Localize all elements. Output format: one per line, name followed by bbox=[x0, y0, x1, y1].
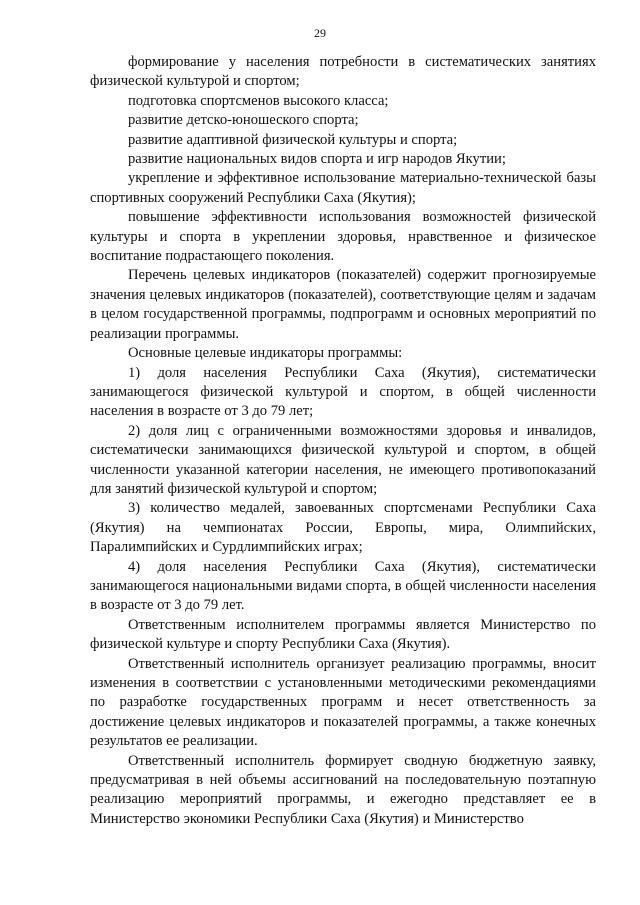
paragraph-responsible-executor: Ответственным исполнителем программы является Министерство по физической культуре и спорту Республики Саха (Якутия). bbox=[90, 616, 596, 653]
paragraph-executor-duties: Ответственный исполнитель организует реализацию программы, вносит изменения в соответствии с установленными методическими рекомендациями по разработке государственных программ и несет ответственность за достижение целевых индикаторов и показателей программы, а также конечных результатов ее реализации. bbox=[90, 655, 596, 750]
paragraph-goal-population-needs: формирование у населения потребности в систематических занятиях физической культурой и спортом; bbox=[90, 54, 596, 90]
page-number: 29 bbox=[314, 26, 326, 40]
paragraph-indicator-4: 4) доля населения Республики Саха (Якутия), систематически занимающегося национальными видами спорта, в общей численности населения в возрасте от 3 до 79 лет. bbox=[90, 558, 596, 614]
paragraph-indicator-2: 2) доля лиц с ограниченными возможностями здоровья и инвалидов, систематически занимающихся физической культурой и спортом, в общей численности указанной категории населения, не имеющего противопоказаний для занятий физической культурой и спортом; bbox=[90, 422, 596, 497]
paragraph-goal-adaptive-sport: развитие адаптивной физической культуры и спорта; bbox=[128, 131, 458, 148]
document-body bbox=[90, 53, 596, 829]
paragraph-goal-national-sports: развитие национальных видов спорта и игр народов Якутии; bbox=[128, 151, 506, 168]
paragraph-main-indicators-heading: Основные целевые индикаторы программы: bbox=[128, 345, 403, 362]
paragraph-goal-athletes-training: подготовка спортсменов высокого класса; bbox=[128, 92, 389, 109]
paragraph-goal-efficiency: повышение эффективности использования возможностей физической культуры и спорта в укреплении здоровья, нравственное и физическое воспитание подрастающего поколения. bbox=[90, 209, 596, 265]
paragraph-goal-youth-sport: развитие детско-юношеского спорта; bbox=[128, 112, 359, 129]
paragraph-indicators-list: Перечень целевых индикаторов (показателей) содержит прогнозируемые значения целевых индикаторов (показателей), соответствующие целям и задачам в целом государственной программы, подпрограмм и основных мероприятий по реализации программы. bbox=[90, 267, 596, 342]
paragraph-budget-request: Ответственный исполнитель формирует сводную бюджетную заявку, предусматривая в ней объемы ассигнований на последовательную поэтапную реализацию мероприятий программы, и ежегодно представляет ее в Министерство экономики Республики Саха (Якутия) и Министерство bbox=[90, 752, 596, 827]
paragraph-indicator-3: 3) количество медалей, завоеванных спортсменами Республики Саха (Якутия) на чемпионатах России, Европы, мира, Олимпийских, Паралимпийских и Сурдлимпийских играх; bbox=[90, 500, 596, 556]
paragraph-goal-facilities: укрепление и эффективное использование материально-технической базы спортивных сооружений Республики Саха (Якутия); bbox=[90, 170, 596, 206]
paragraph-indicator-1: 1) доля населения Республики Саха (Якутия), систематически занимающегося физической культурой и спортом, в общей численности населения в возрасте от 3 до 79 лет; bbox=[90, 364, 596, 420]
